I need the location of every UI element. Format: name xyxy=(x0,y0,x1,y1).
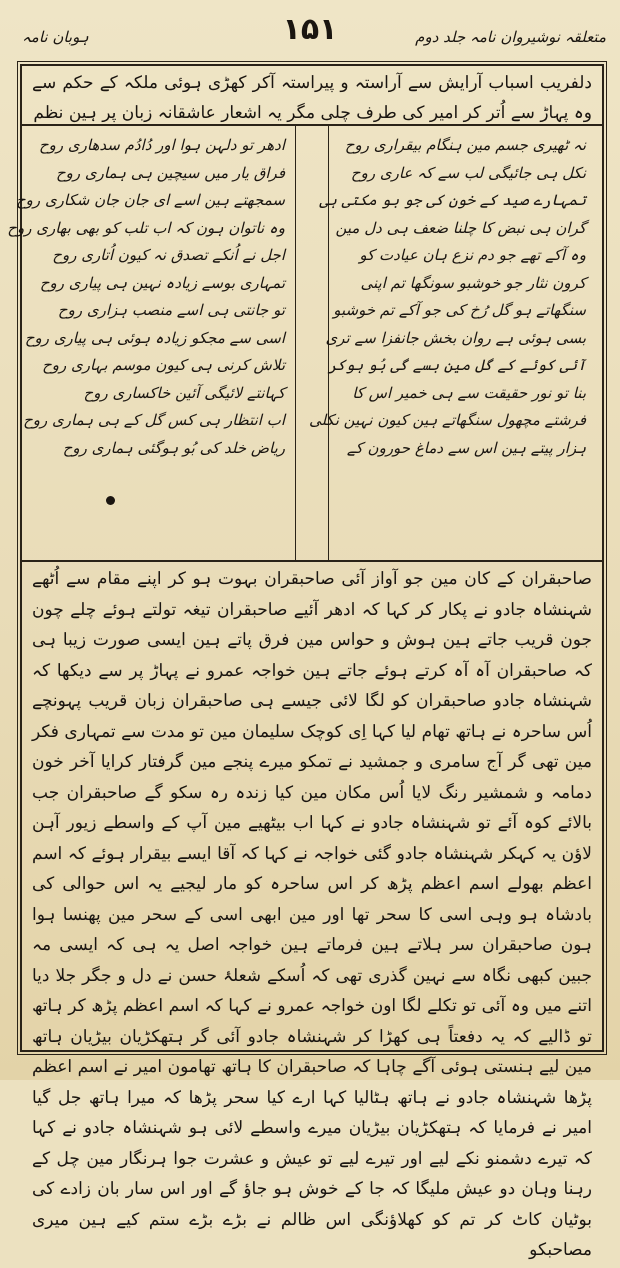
verse-line: اب انتظار ہی کس گل کے ہی ہماری روح xyxy=(23,411,285,429)
verse-line: نکل ہی جائیگی لب سے کہ عاری روح xyxy=(350,163,586,182)
poem-section xyxy=(7,124,602,562)
verse-line: ریاض خلد کی بُو ہوگئی ہماری روح xyxy=(62,438,285,457)
verse-line: اسی سے مجکو زیادہ ہوئی ہی پیاری روح xyxy=(24,328,285,347)
verse-line: سنگھاتے ہو گل رُخ کی جو آکے تم خوشبو xyxy=(333,301,586,319)
ink-blot xyxy=(106,496,115,505)
narrative-paragraph: صاحبقران کے کان مین جو آواز آئی صاحبقران بہوت ہو کر اپنے مقام سے اُٹھے شہنشاہ جادو نے پکار کر کہا کہ ادھر آئیے صاحبقران تیغہ تولتے ہوئے چلے چون جون قریب جاتے ہین ہوش و حواس مین فرق پاتے ہین ایسی صورت زیبا ہی کہ صاحبقران آہ آہ کرتے ہوئے جاتے ہین خواجہ عمرو نے پہاڑ پر سے دیکھا کہ شہنشاہ جادو صاحبقران کو لگا لائی جیسے ہی صاحبقران زبان قریب پہونچے اُس ساحرہ نے ہاتھ تھام لیا کہا اِی کوچک سلیمان مین تو مدت سے تمہاری فکر مین تھی گر آج سامری و جمشید نے تمکو میرے پنجے مین گرفتار کرایا آخر خون دمامہ و شمشیر رنگ لایا اُس مکان مین کیا زندہ رہ سکو گے صاحبقران جب بالائے کوہ آئے تو شہنشاہ جادو نے کہا اب بیٹھیے مین آپ کے واسطے زیور آہن لاؤن یہ کہکر شہنشاہ جادو گئی خواجہ نے کہا کہ آقا ایسے بیقرار ہوئے کہ اسم اعظم بھولے اسم اعظم پڑھ کر اس ساحرہ کو مار لیجیے یہ اس حوالی کی بادشاہ ہو وہی اسی کا سحر تھا اور مین ابھی اسی کے سحر مین پھنسا ہوا ہون صاحبقران سر ہلاتے ہین فرماتے ہین خواجہ اصل یہ ہی کہ ایسی مہ جبین کبھی نگاہ سے نہین گذری تھی کہ اُسکے شعلۂ حسن نے دل و جگر جلا دیا اتنے میں وہ آئی تو تکلے لگا اون خواجہ عمرو نے کہا کہ اسم اعظم پڑھ کر ہاتھ تو ڈالیے کہ یہ دفعتاً ہی کھڑا کر شہنشاہ جادو آئی گر ہتھکڑیان بیڑیان ہاتھ مین لیے ہنستی ہوئی آگے چاہا کہ صاحبقران کا ہاتھ تھامون امیر نے اسم اعظم پڑھا شہنشاہ جادو نے ہاتھ ہٹالیا کہا ارے کیا سحر پڑھا کہ میرا ہاتھ جل گیا امیر نے فرمایا کہ ہتھکڑیان بیڑیان میرے واسطے لائی ہو شہنشاہ جادو نے کہا کہ تیرے دشمنو نکے لیے اور تیرے لیے تو عیش و عشرت جوا ہرنگار مین چل کے رہنا وہان دو عیش ملیگا کہ جا کے خوش ہو جاؤ گے اور اس سار بان زادے کی بوٹیان کاٹ کر تم کو کھلاؤنگی اس ظالم نے بڑے بڑے ستم کیے ہین میری مصاحبکو xyxy=(32,569,592,1260)
verse-line: بسی ہوئی ہے روان بخش جانفزا سے تری xyxy=(325,328,586,347)
poem-left-column xyxy=(7,124,296,560)
verse-line: ہزار پیتے ہین اس سے دماغ حورون کے xyxy=(346,438,586,457)
page-header xyxy=(8,6,612,60)
verse-line: تمہاری بوسے زیادہ نہین ہی پیاری روح xyxy=(39,273,285,292)
verse-line: نہ ٹھیری جسم مین ہنگام بیقراری روح xyxy=(344,136,586,154)
poem-right-column xyxy=(308,124,596,560)
verse-line: ادھر تو دلہن ہوا اور دُادُم سدھاری روح xyxy=(38,136,285,154)
verse-line: بنا تو نور حقیقت سے ہی خمیر اس کا xyxy=(352,383,586,402)
page-number: ۱۵۱ xyxy=(282,12,338,47)
intro-section xyxy=(22,66,602,126)
verse-line: کرون نثار جو خوشبو سونگھا تم اپنی xyxy=(360,273,586,292)
verse-line: گران ہی نبض کا چلنا ضعف ہی دل مین xyxy=(335,218,586,237)
verse-line: فرشتے مچھول سنگھاتے ہین کیون نہین نکلی xyxy=(308,411,586,429)
verse-line: کہانتے لائیگی آئین خاکساری روح xyxy=(83,383,285,402)
verse-line: وہ آکے تھے جو دم نزع ہان عیادت کو xyxy=(359,246,586,264)
verse-line: آئی کوئے کے گل مین بسے گی بُو ہوکر xyxy=(328,356,586,374)
verse-line: وہ ناتوان ہون کہ اب تلب کو بھی بھاری روح xyxy=(7,218,285,237)
verse-line: تمہارے صید کے خون کی جو بو مکتی ہی xyxy=(319,191,586,209)
verse-line: تو جانتی ہی اسے منصب ہزاری روح xyxy=(57,301,285,319)
intro-paragraph: دلفریب اسباب آرایش سے آراستہ و پیراستہ آکر کھڑی ہوئی ملکہ کے حکم سے وہ پہاڑ سے اُتر کر امیر کی طرف چلی مگر یہ اشعار عاشقانہ زبان پر ہین نظم xyxy=(32,73,592,123)
text-frame xyxy=(7,64,604,1260)
running-head: متعلقہ نوشیروان نامہ جلد دوم xyxy=(415,28,606,46)
book-title: ہوبان نامہ xyxy=(22,28,89,46)
narrative-section xyxy=(22,562,602,1260)
verse-line: فراق یار میں سیچین ہی ہماری روح xyxy=(55,163,285,182)
verse-line: اجل نے اُنکے تصدق نہ کیون اُتاری روح xyxy=(52,246,285,264)
verse-line: سمجھتے ہین اسے ای جان جان شکاری روح xyxy=(16,191,285,209)
verse-line: تلاش کرنی ہی کیون موسم بہاری روح xyxy=(42,356,285,374)
